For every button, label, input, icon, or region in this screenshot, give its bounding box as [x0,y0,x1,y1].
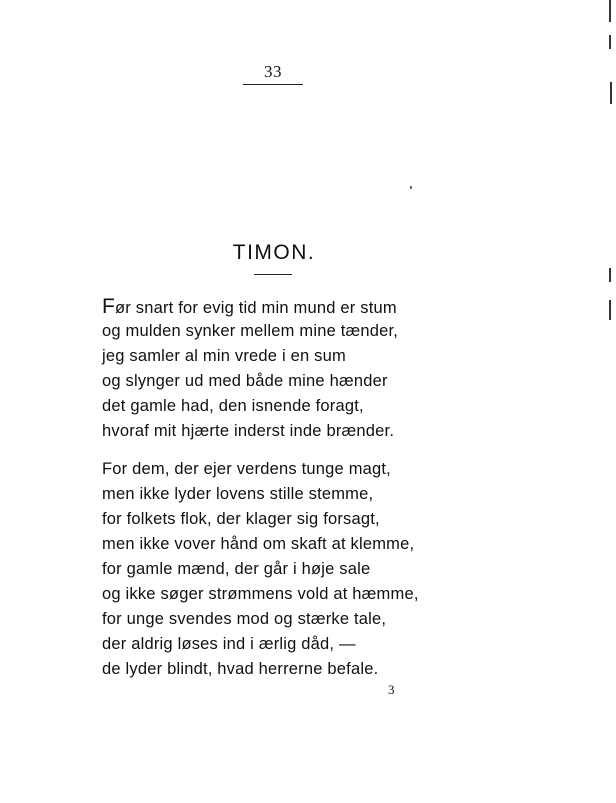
title-divider [254,274,292,275]
poem-line: men ikke lyder lovens stille stemme, [102,485,374,503]
page-number: 33 [264,62,282,81]
scan-edge-mark-top [609,0,611,22]
poem-line: og slynger ud med både mine hænder [102,372,388,390]
poem-line: jeg samler al min vrede i en sum [102,347,346,365]
poem-line: der aldrig løses ind i ærlig dåd, — [102,635,356,653]
poem-line [102,294,462,319]
poem-line: de lyder blindt, hvad herrerne befale. [102,660,379,678]
stanza-2 [102,457,462,682]
poem-line-text: ør snart for evig tid min mund er stum [115,299,397,317]
scan-edge-mark-lower [609,268,611,282]
scan-edge-mark-bottom [609,300,611,320]
page-number-underline [243,84,303,85]
initial-letter: F [102,295,116,318]
poem-line: For dem, der ejer verdens tunge magt, [102,460,391,478]
poem-line: det gamle had, den isnende foragt, [102,397,364,415]
ink-speck [410,186,412,189]
scan-edge-mark-mid [610,82,612,104]
scan-edge-mark-upper [609,35,611,49]
stanza-1 [102,294,462,444]
poem-line: og ikke søger strømmens vold at hæmme, [102,585,419,603]
poem-line: for unge svendes mod og stærke tale, [102,610,387,628]
poem-title: TIMON. [232,241,316,264]
poem-body [102,294,462,695]
page-header [243,62,303,85]
poem-line: for gamle mænd, der går i høje sale [102,560,371,578]
signature-mark: 3 [388,682,395,697]
poem-line: men ikke vover hånd om skaft at klemme, [102,535,415,553]
poem-line: og mulden synker mellem mine tænder, [102,322,399,340]
poem-line: for folkets flok, der klager sig forsagt, [102,510,380,528]
poem-line: hvoraf mit hjærte inderst inde brænder. [102,422,395,440]
